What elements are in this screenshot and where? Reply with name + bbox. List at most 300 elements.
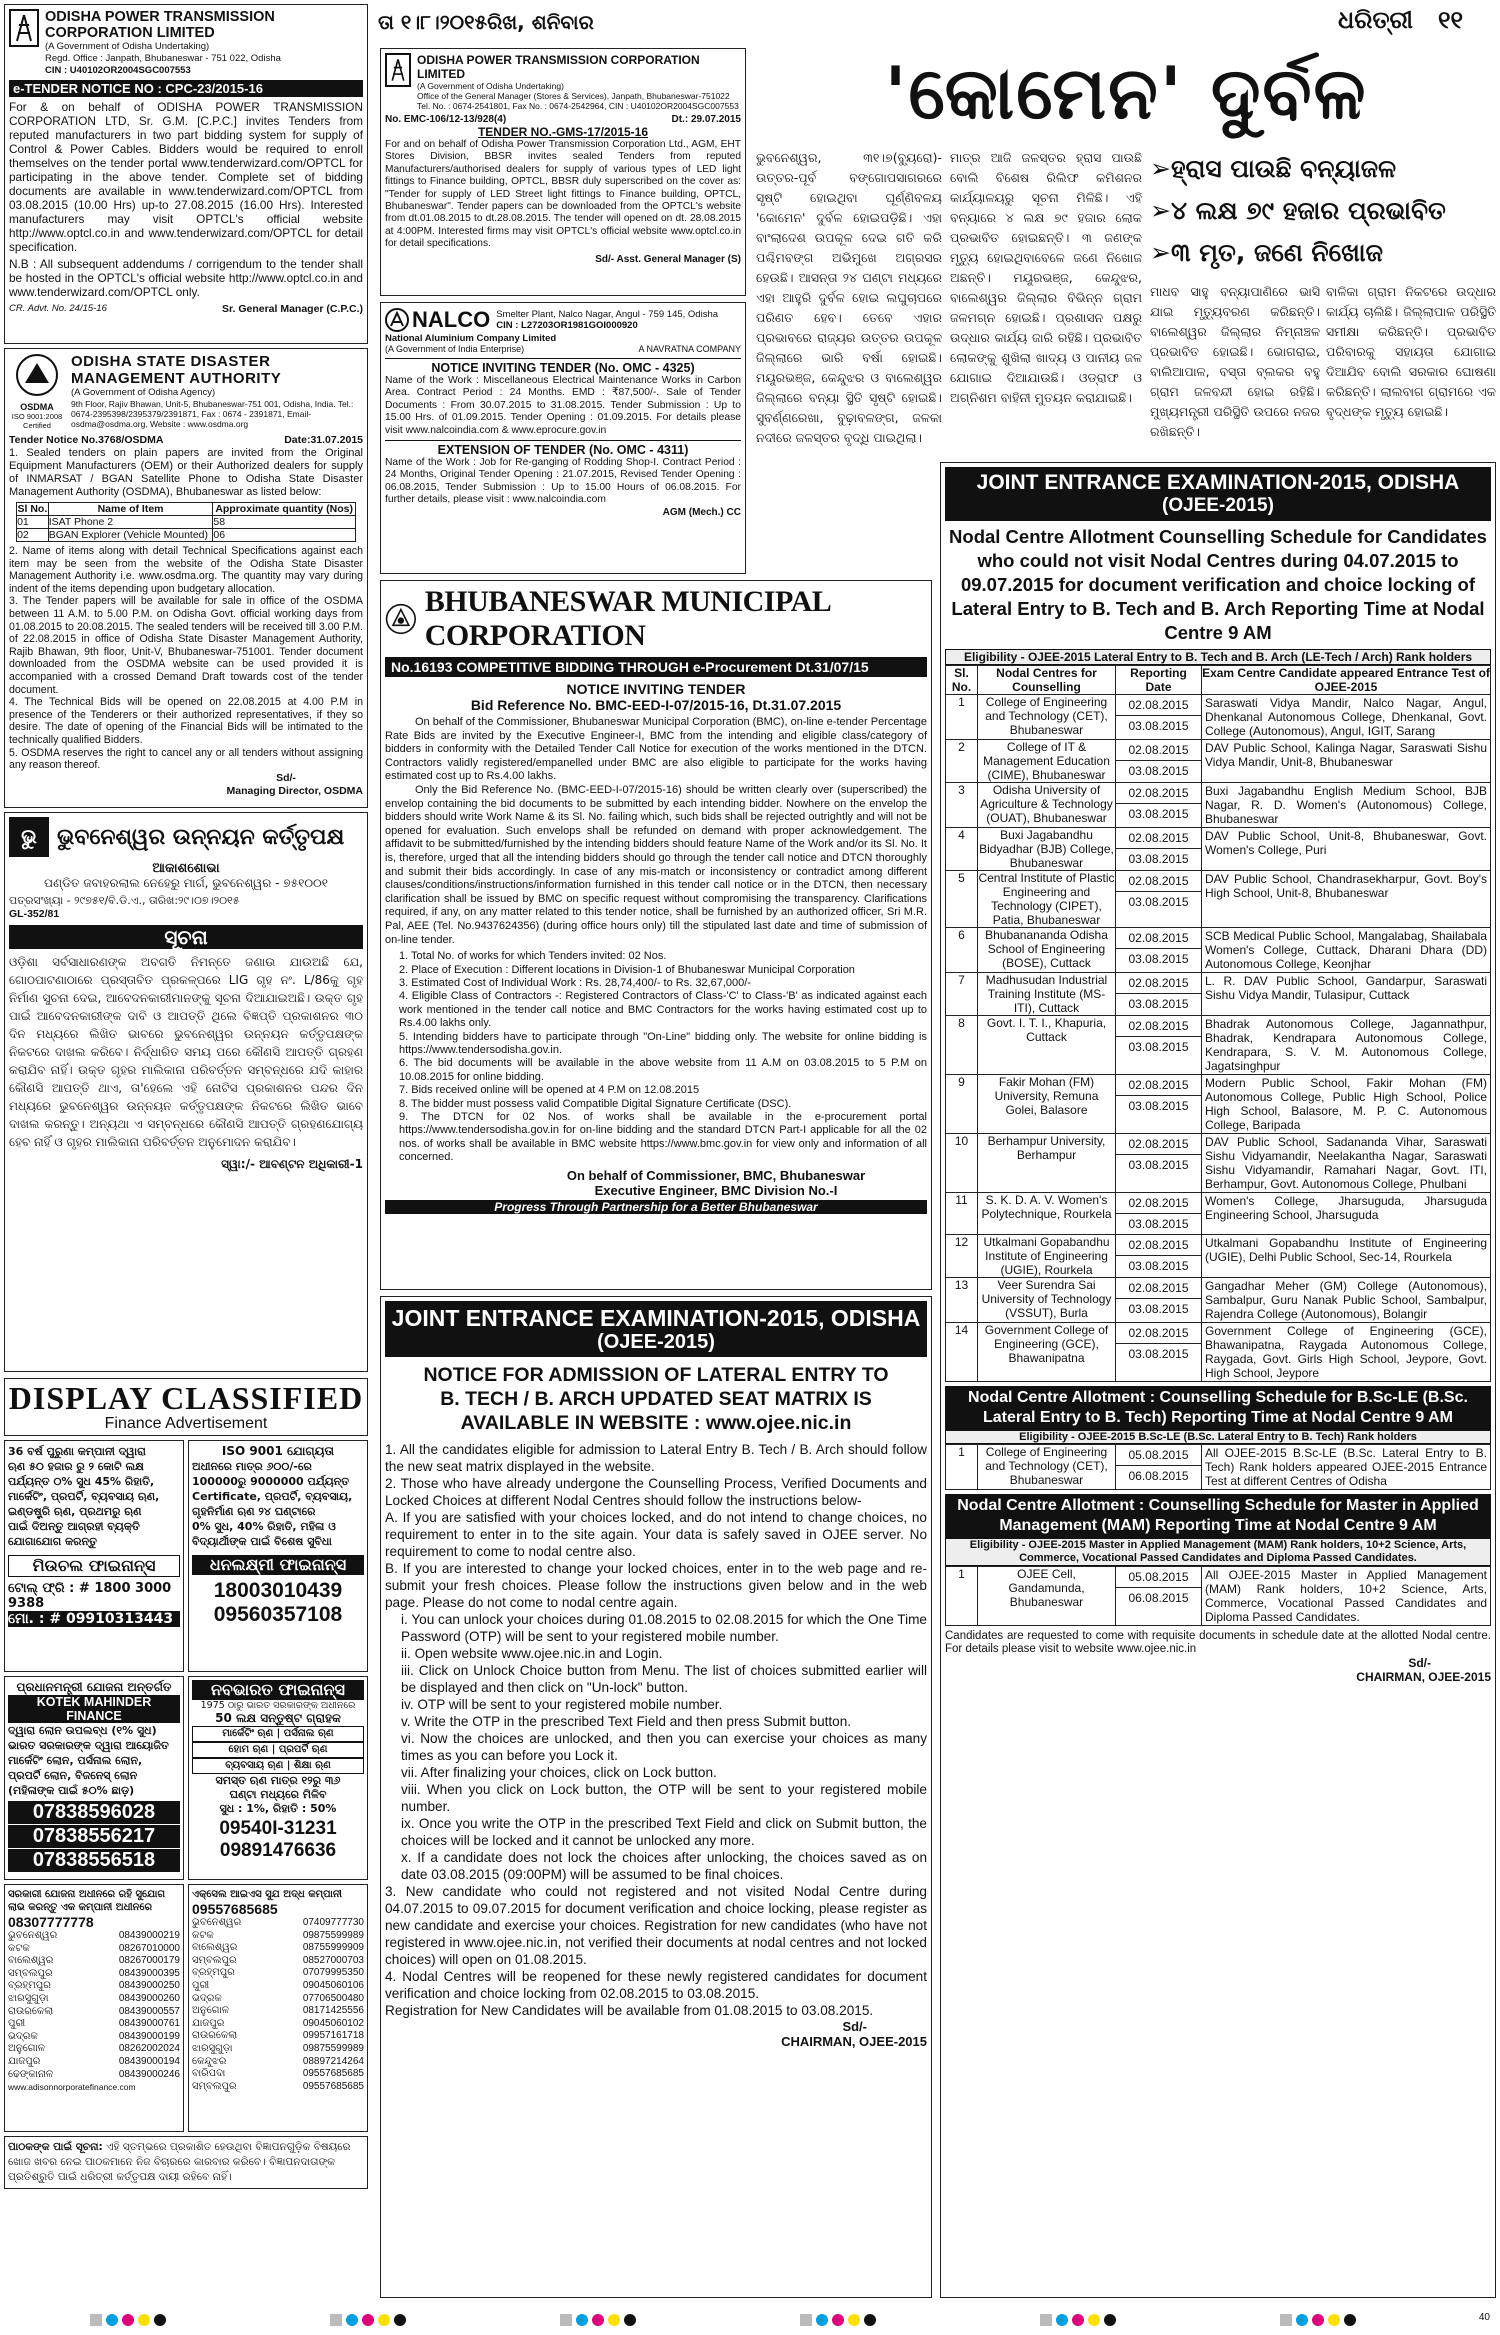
osdma-tn: Tender Notice No.3768/OSDMA bbox=[9, 434, 164, 446]
reporting-date: 03.08.2015 bbox=[1128, 952, 1189, 966]
color-swatch bbox=[1344, 2314, 1356, 2326]
ojee-mid-subitem: i. You can unlock your choices during 01.08.2015 to 02.08.2015 for which the One Time Password (OTP) will be sent to your registered mobile number. bbox=[401, 1612, 927, 1644]
ojee-bsc-heading: Nodal Centre Allotment : Counselling Schedule for B.Sc-LE (B.Sc. Lateral Entry to B. Tech) Reporting Time at Nodal Centre 9 AM bbox=[945, 1386, 1491, 1430]
table-row bbox=[946, 1134, 1491, 1193]
ad-line: ମାର୍କେଟିଂ ଋଣ | ପର୍ସନାଲ ଋଣ bbox=[192, 1726, 364, 1742]
table-row bbox=[946, 1567, 1491, 1626]
table-cell: 02 bbox=[17, 529, 49, 542]
ojee-mid-item: A. If you are satisfied with your choices locked, and do not intend to change choices, no requirement to enter in to the site again. Your data is safely saved in OJEE server. No requirement to come to nodal centre also. bbox=[385, 1510, 927, 1559]
ad-line: ଦ୍ୱାରା ଲୋନ ଉପଲବ୍ଧ (୧% ସୁଧ) bbox=[8, 1724, 157, 1737]
ojee-mid-subitem: vi. Now the choices are unlocked, and then you can exercise your choices as many times as you can before you Lock it. bbox=[401, 1731, 927, 1763]
bda-title: ଭୁବନେଶ୍ୱର ଉନ୍ନୟନ କର୍ତ୍ତୃପକ୍ଷ bbox=[57, 824, 345, 850]
cell-nodal: Odisha University of Agriculture & Technology (OUAT), Bhubaneswar bbox=[978, 783, 1116, 828]
ad-phone: 18003010439 bbox=[213, 1579, 343, 1602]
city-phone: 09045060106 bbox=[302, 1979, 364, 1991]
city-phone: 08755999909 bbox=[302, 1942, 364, 1954]
ad-phone: 09557685685 bbox=[192, 1901, 278, 1917]
cell-dates bbox=[1116, 1193, 1202, 1235]
color-swatch bbox=[848, 2314, 860, 2326]
bmc-item: 7. Bids received online will be opened at 4 P.M on 12.08.2015 bbox=[399, 1084, 700, 1097]
optcl-etender-ad bbox=[4, 4, 368, 344]
city-phone: 07706500480 bbox=[302, 1992, 364, 2004]
ad-name: ମିଉଚଲ ଫାଇନାନ୍ସ bbox=[8, 1555, 180, 1577]
cell-sl: 1 bbox=[946, 1445, 978, 1490]
table-row bbox=[946, 783, 1491, 828]
ad-phone: 07838596028 bbox=[8, 1801, 180, 1824]
city-row bbox=[8, 1968, 180, 1981]
optcl-logo-icon bbox=[385, 53, 411, 87]
ojee-right-title2: (OJEE-2015) bbox=[1162, 495, 1274, 516]
reporting-date: 03.08.2015 bbox=[1128, 895, 1189, 909]
color-swatch bbox=[346, 2314, 358, 2326]
osdma-item: 2. Name of items along with detail Technical Specifications against each item may be seen from the website of the Odisha State Disaster Management Authority i.e. www.osdma.org. The quantity may vary during indent of the items depending upon budgetary allocation. bbox=[9, 545, 363, 595]
classified-title: DISPLAY CLASSIFIED bbox=[8, 1380, 364, 1416]
reader-notice bbox=[4, 2136, 368, 2189]
ojee-eligibility-3: Eligibility - OJEE-2015 Master in Applied Management (MAM) Rank holders, 10+2 Science, Arts, Commerce, Vocational Passed Candidates and Diploma Passed Candidates. bbox=[945, 1538, 1491, 1566]
city-phone: 08439000395 bbox=[118, 1967, 180, 1979]
color-swatch bbox=[1280, 2314, 1292, 2326]
cell-nodal: College of IT & Management Education (CIME), Bhubaneswar bbox=[978, 740, 1116, 783]
ojee-mid-title: JOINT ENTRANCE EXAMINATION-2015, ODISHA bbox=[391, 1305, 921, 1331]
city-name: ଭଦ୍ରକ bbox=[8, 2030, 38, 2042]
optcl-sub2: Regd. Office : Janpath, Bhubaneswar - 751 022, Odisha bbox=[45, 53, 281, 64]
city-phone: 07079995350 bbox=[302, 1967, 364, 1979]
city-row bbox=[192, 2056, 364, 2069]
city-name: ସମ୍ବଲପୁର bbox=[192, 1954, 237, 1966]
optcl-notice-no: e-TENDER NOTICE NO : CPC-23/2015-16 bbox=[9, 80, 363, 97]
reporting-date: 03.08.2015 bbox=[1128, 1099, 1189, 1113]
reporting-date: 02.08.2015 bbox=[1116, 828, 1201, 849]
city-row bbox=[8, 2018, 180, 2031]
ojee-mid-items2 bbox=[385, 1883, 927, 2019]
cell-dates bbox=[1116, 1567, 1202, 1626]
city-row bbox=[8, 2006, 180, 2019]
cell-exam-centre: Buxi Jagabandhu English Medium School, BJB Nagar, R. D. Women's (Autonomous) College, Bhubaneswar bbox=[1202, 783, 1491, 828]
reporting-date: 02.08.2015 bbox=[1116, 1323, 1201, 1344]
bmc-sign2: Executive Engineer, BMC Division No.-I bbox=[594, 1182, 838, 1198]
reporting-date: 05.08.2015 bbox=[1116, 1567, 1201, 1588]
city-row bbox=[8, 1980, 180, 1993]
ojee-mid-item: 2. Those who have already undergone the Counselling Process, Verified Documents and Locked Choices at different Nodal Centres should follow the instructions below- bbox=[385, 1476, 927, 1508]
cell-dates bbox=[1116, 1134, 1202, 1193]
ad-line: ଅଧୀନରେ ମାତ୍ର ୬୦୦/-ରେ bbox=[192, 1460, 312, 1473]
city-phone: 08439000250 bbox=[118, 1980, 180, 1992]
color-swatch bbox=[122, 2314, 134, 2326]
city-phone: 08439000246 bbox=[118, 2068, 180, 2080]
ad-name: ଧନଲକ୍ଷ୍ମୀ ଫାଇନାନ୍ସ bbox=[192, 1555, 364, 1575]
color-swatch bbox=[1072, 2314, 1084, 2326]
ojee-table-body bbox=[946, 695, 1491, 1382]
reporting-date: 03.08.2015 bbox=[1128, 1347, 1189, 1361]
ad-phone: 07838556518 bbox=[8, 1849, 180, 1872]
arrow-icon: ➢ bbox=[1150, 154, 1171, 183]
cell-nodal: Berhampur University, Berhampur bbox=[978, 1134, 1116, 1193]
reporting-date: 02.08.2015 bbox=[1116, 871, 1201, 892]
color-swatch bbox=[362, 2314, 374, 2326]
cell-dates bbox=[1116, 695, 1202, 740]
city-row bbox=[192, 2068, 364, 2081]
optcl-org: ODISHA POWER TRANSMISSION CORPORATION LIMITED bbox=[45, 9, 275, 41]
cell-sl: 1 bbox=[946, 695, 978, 740]
optcl-sub1: (A Government of Odisha Undertaking) bbox=[45, 41, 210, 52]
city-phone: 08897214264 bbox=[302, 2055, 364, 2067]
classified-ad-dhanlaxmi bbox=[188, 1440, 368, 1672]
optcl2-body: For and on behalf of Odisha Power Transmission Corporation Ltd., AGM, EHT Stores Division, BBSR invites sealed Tenders from reputed Manufacturers/authorised dealers for supply of various types of LED light fittings to Finance building, OPTCL, BBSR duly superscribed on the cover as: "Tender for supply of LED Street light fittings to Finance building, OPTCL, Bhubaneswar". Tender papers can be downloaded from the OPTCL's website from dt.01.08.2015 to dt.28.08.2015. The tender will opened on dt. 28.08.2015 at 4:00PM. Interested firms may visit OPTCL's official website www.optcl.co.in for detail specifications. bbox=[385, 139, 741, 250]
reporting-date: 02.08.2015 bbox=[1116, 1278, 1201, 1299]
city-row bbox=[8, 2043, 180, 2056]
cell-sl: 10 bbox=[946, 1134, 978, 1193]
optcl-logo-icon bbox=[9, 9, 39, 47]
ad-phone: ମୋ. : # 09910313443 bbox=[8, 1611, 180, 1627]
cell-exam-centre: Government College of Engineering (GCE), Bhawanipatna, Raygada Autonomous College, Raygada, Govt. Girls High School, Jeypore, Govt. High School, Jeypore bbox=[1202, 1323, 1491, 1382]
osdma-short: OSDMA bbox=[20, 402, 54, 412]
ad-line: ହୋମ ଋଣ | ପ୍ରପର୍ଟି ଋଣ bbox=[192, 1742, 364, 1758]
ad-line: ବିଦ୍ୟାର୍ଥୀଙ୍କ ପାଇଁ ବିଶେଷ ସୁବିଧା bbox=[192, 1535, 332, 1548]
ojee-mid-item: 1. All the candidates eligible for admission to Lateral Entry B. Tech / B. Arch should follow the new seat matrix displayed in the website. bbox=[385, 1442, 927, 1474]
table-row bbox=[946, 1323, 1491, 1382]
osdma-sub: (A Government of Odisha Agency) bbox=[71, 387, 216, 398]
reporting-date: 03.08.2015 bbox=[1128, 1040, 1189, 1054]
ad-line: ପ୍ରପର୍ଟି ଲୋନ, ବିଜନେସ୍ ଲୋନ bbox=[8, 1769, 138, 1782]
nalco-full: National Aluminium Company Limited bbox=[385, 333, 557, 344]
city-name: ଭୁବନେଶ୍ୱର bbox=[192, 1917, 242, 1928]
story-col-1: ଭୁବନେଶ୍ୱର, ୩୧।୭(ବ୍ୟୁରୋ)- ଉତ୍ତର-ପୂର୍ବ ବଙ୍ଗୋପସାଗରରେ ସୃଷ୍ଟି ହୋଇଥିବା ଘୂର୍ଣ୍ଣିବଳୟ 'କୋମେନ' ଦୁର୍ବଳ ହୋଇପଡ଼ିଛି। ଏହା ବାଂଲାଦେଶ ଉପକୂଳ ଦେଇ ଗତି କରି ପଶ୍ଚିମବଙ୍ଗ ଅଭିମୁଖେ ଅଗ୍ରସର ହେଉଛି। ଆସନ୍ତା ୨୪ ଘଣ୍ଟା ମଧ୍ୟରେ ଏହା ଆହୁରି ଦୁର୍ବଳ ହୋଇ ଲଘୁଚାପରେ ପରିଣତ ହେବ। ତେବେ ଏହାର ପ୍ରଭାବରେ ରାଜ୍ୟର ଉତ୍ତର ଉପକୂଳ ଜିଲ୍ଲାରେ ଭାରି ବର୍ଷା ହୋଇଛି। ମୟୂରଭଞ୍ଜ, କେନ୍ଦୁଝର ଓ ବାଲେଶ୍ୱର ଜିଲ୍ଲାରେ ବନ୍ୟା ସ୍ଥିତି ସୃଷ୍ଟି ହୋଇଛି। ସୁବର୍ଣ୍ଣରେଖା, ବୁଢ଼ାବଳଙ୍ଗ, ଜଳକା ନଦୀରେ ଜଳସ୍ତର ବୃଦ୍ଧି ପାଇଥିଲା। bbox=[756, 150, 942, 445]
osdma-sign1: Sd/- bbox=[276, 771, 296, 784]
cell-nodal: College of Engineering and Technology (CET), Bhubaneswar bbox=[978, 695, 1116, 740]
color-swatch bbox=[608, 2314, 620, 2326]
ojee-mid-h3: AVAILABLE IN WEBSITE : www.ojee.nic.in bbox=[460, 1412, 852, 1434]
city-row bbox=[192, 1980, 364, 1993]
city-name: ଢେଙ୍କାନାଳ bbox=[8, 2068, 54, 2080]
city-name: ବ୍ରହ୍ମପୁର bbox=[8, 1980, 51, 1992]
city-phone: 08439000194 bbox=[118, 2055, 180, 2067]
ojee-eligibility-1: Eligibility - OJEE-2015 Lateral Entry to B. Tech and B. Arch (LE-Tech / Arch) Rank holders bbox=[945, 649, 1491, 665]
cell-sl: 5 bbox=[946, 871, 978, 928]
city-name: ବାରିପଦା bbox=[192, 2068, 226, 2080]
city-row bbox=[192, 2018, 364, 2031]
city-phone: 08439000761 bbox=[118, 2018, 180, 2030]
osdma-p1: 1. Sealed tenders on plain papers are invited from the Original Equipment Manufacturers (OEM) or their Authorized dealers for supply of INMARSAT / BGAN Satellite Phone to Odisha State Disaster Management Authority (OSDMA), Bhubaneswar as listed below: bbox=[9, 447, 363, 498]
ad-line: ବ୍ୟବସାୟ ଋଣ | ଶିକ୍ଷା ଋଣ bbox=[192, 1758, 364, 1774]
footer-number: 40 bbox=[1478, 2312, 1490, 2323]
reader-text: ଏହି ସ୍ତମ୍ଭରେ ପ୍ରକାଶିତ ହେଉଥିବା ବିଜ୍ଞାପନଗୁଡ଼ିକ ବିଷୟରେ ଖୋଜ ଖବର ନେଇ ପାଠକମାନେ ନିଜ ବିଚାରରେ କାରବାର କରିବେ। ବିଜ୍ଞାପନଦାତାଙ୍କ ପ୍ରତିଶ୍ରୁତି ପାଇଁ ଧରିତ୍ରୀ କର୍ତ୍ତୃପକ୍ଷ ଦାୟୀ ରହିବେ ନାହିଁ। bbox=[8, 2141, 351, 2183]
city-name: ଅନୁଗୋଳ bbox=[192, 2005, 229, 2017]
city-row bbox=[192, 1917, 364, 1930]
ad-phone: 08307777778 bbox=[8, 1914, 94, 1930]
bmc-item: 5. Intending bidders have to participate through "On-Line" bidding only. The website for online bidding is https://www.tendersodisha.gov.in. bbox=[399, 1030, 927, 1056]
cell-exam-centre: Bhadrak Autonomous College, Jagannathpur, Bhadrak, Kendrapara Autonomous College, Kendrapara, S. V. M. Autonomous College, Jagatsinghpur bbox=[1202, 1016, 1491, 1075]
cell-exam-centre: All OJEE-2015 B.Sc-LE (B.Sc. Lateral Entry to B. Tech) Rank holders appeared OJEE-2015 Entrance Test at different Centres of Odisha bbox=[1202, 1445, 1491, 1490]
cell-sl: 14 bbox=[946, 1323, 978, 1382]
city-row bbox=[8, 2031, 180, 2044]
bmc-title: BHUBANESWAR MUNICIPAL CORPORATION bbox=[424, 585, 830, 652]
ojee-mid-item: 4. Nodal Centres will be reopened for these newly registered candidates for document verification and choice locking from 02.08.2015 to 03.08.2015. bbox=[385, 1969, 927, 2001]
cell-sl: 9 bbox=[946, 1075, 978, 1134]
city-phone: 09875599989 bbox=[302, 1929, 364, 1941]
color-swatch bbox=[90, 2314, 102, 2326]
city-phone: 09557685685 bbox=[302, 2080, 364, 2092]
ad-line: ମାର୍କେଟିଂ ଲୋନ, ପର୍ସନାଲ ଲୋନ, bbox=[8, 1754, 143, 1767]
color-swatch bbox=[106, 2314, 118, 2326]
city-row bbox=[192, 2030, 364, 2043]
cell-nodal: Govt. I. T. I., Khapuria, Cuttack bbox=[978, 1016, 1116, 1075]
cell-dates bbox=[1116, 1278, 1202, 1323]
optcl-sign: Sr. General Manager (C.P.C.) bbox=[221, 303, 363, 315]
display-classified-section bbox=[4, 1378, 368, 2306]
cell-nodal: Buxi Jagabandhu Bidyadhar (BJB) College, Bhubaneswar bbox=[979, 828, 1114, 870]
cell-sl: 2 bbox=[946, 740, 978, 783]
cell-dates bbox=[1116, 783, 1202, 828]
reporting-date: 03.08.2015 bbox=[1128, 1259, 1189, 1273]
cell-dates bbox=[1116, 1075, 1202, 1134]
table-row bbox=[946, 695, 1491, 740]
bmc-item: 3. Estimated Cost of Individual Work : Rs. 28,74,400/- to Rs. 32,67,000/- bbox=[399, 976, 751, 989]
color-swatch bbox=[560, 2314, 572, 2326]
city-row bbox=[192, 2081, 364, 2094]
table-row bbox=[946, 1445, 1491, 1490]
table-row bbox=[946, 871, 1491, 928]
osdma-item: 5. OSDMA reserves the right to cancel any or all tenders without assigning any reason thereof. bbox=[9, 746, 363, 772]
bullet-3: ୩ ମୃତ, ଜଣେ ନିଖୋଜ bbox=[1170, 238, 1383, 267]
reporting-date: 03.08.2015 bbox=[1128, 764, 1189, 778]
table-cell: 06 bbox=[213, 529, 356, 542]
optcl2-sub1: (A Government of Odisha Undertaking) bbox=[417, 81, 564, 91]
cell-sl: 13 bbox=[946, 1278, 978, 1323]
ad-line: ମାର୍କେଟିଂ, ପ୍ରପର୍ଟି, ବ୍ୟବସାୟ ଋଣ, bbox=[8, 1490, 160, 1503]
ojee-mid-subitem: viii. When you click on Lock button, the OTP will be sent to your registered mobile number. bbox=[401, 1782, 927, 1814]
ad-head: ISO 9001 ଯୋଗ୍ୟତା bbox=[221, 1444, 335, 1458]
bda-suchana: ସୂଚନା bbox=[9, 925, 363, 949]
city-row bbox=[8, 1955, 180, 1968]
ad-name: KOTEK MAHINDER FINANCE bbox=[8, 1695, 180, 1723]
bda-ref: ପତ୍ରସଂଖ୍ୟା - ୨୯୭୫୧/ବି.ଡି.ଏ., ତାରିଖ:୨୯।୦୭।୨୦୧୫ bbox=[9, 894, 240, 907]
city-row bbox=[192, 1942, 364, 1955]
color-swatch bbox=[1088, 2314, 1100, 2326]
nalco-tender-ad bbox=[380, 302, 746, 574]
reporting-date: 02.08.2015 bbox=[1116, 1016, 1201, 1037]
reporting-date: 02.08.2015 bbox=[1116, 928, 1201, 949]
ojee-mid-h2: B. TECH / B. ARCH UPDATED SEAT MATRIX IS bbox=[440, 1388, 872, 1410]
city-name: ସମ୍ବଲପୁର bbox=[8, 1967, 53, 1979]
reporting-date: 05.08.2015 bbox=[1116, 1445, 1201, 1466]
color-swatch bbox=[1328, 2314, 1340, 2326]
city-name: ପୁରୀ bbox=[8, 2018, 26, 2030]
color-swatch bbox=[1104, 2314, 1116, 2326]
ad-web: www.adisonnorporatefinance.com bbox=[8, 2082, 136, 2093]
ojee-mid-subitems bbox=[385, 1611, 927, 1883]
ojee-mid-item: B. If you are interested to change your locked choices, enter in to the web page and re-submit your fresh choices. Please follow the instructions given below and in the web page. Please do not come to nodal centre again. bbox=[385, 1561, 927, 1610]
city-name: ରାଉରକେଲା bbox=[192, 2030, 238, 2042]
nalco-gov: (A Government of India Enterprise) bbox=[385, 344, 525, 354]
optcl2-sub3: Tel. No. : 0674-2541801, Fax No. : 0674-2542964, CIN : U40102OR2004SGC007553 bbox=[417, 101, 739, 111]
table-row bbox=[946, 1193, 1491, 1235]
ad-line: 0% ସୁଧ, 40% ରିହାତି, ମହିଳା ଓ bbox=[192, 1520, 336, 1533]
color-swatch bbox=[378, 2314, 390, 2326]
ojee-mam-heading: Nodal Centre Allotment : Counselling Schedule for Master in Applied Management (MAM) Reporting Time at Nodal Centre 9 AM bbox=[945, 1494, 1491, 1538]
cell-exam-centre: Gangadhar Meher (GM) College (Autonomous), Sambalpur, Guru Nanak Public School, Sambalpur, Rajendra College (Autonomous), Bolangir bbox=[1202, 1278, 1491, 1323]
osdma-addr: 9th Floor, Rajiv Bhawan, Unit-5, Bhubaneswar-751 001, Odisha, India. Tel.: 0674-2395398/2395379/2391871, Fax : 0674 - 2391871, Email-osdma@osdma.org, Website : www.osdma.org bbox=[71, 399, 354, 429]
ojee-mid-h1: NOTICE FOR ADMISSION OF LATERAL ENTRY TO bbox=[423, 1364, 889, 1386]
bda-logo-icon: ଭୁ bbox=[9, 817, 49, 857]
optcl-cin: CIN : U40102OR2004SGC007553 bbox=[45, 65, 191, 76]
reporting-date: 03.08.2015 bbox=[1128, 852, 1189, 866]
reporting-date: 02.08.2015 bbox=[1116, 1193, 1201, 1214]
bmc-nit: NOTICE INVITING TENDER bbox=[566, 681, 746, 697]
story-col-3: ମାଧବ ସାହୁ ବନ୍ୟାପାଣିରେ ଭାସି ଯାଇ ମୃତ୍ୟୁବରଣ କରିଛନ୍ତି। ବାଲେଶ୍ୱର ଜିଲ୍ଲାର ନିମ୍ନାଞ୍ଚଳ ପ୍ରଭାବିତ ହୋଇଛି। ଭୋଗରାଇ, ବାଲିଆପାଳ, ବସ୍ତା ବ୍ଲକର ବହୁ ଗ୍ରାମ ଜଳବନ୍ଦୀ ହୋଇ ରହିଛି। ମୁଖ୍ୟମନ୍ତ୍ରୀ ପରିସ୍ଥିତି ଉପରେ ନଜର ରଖିଛନ୍ତି। bbox=[1150, 284, 1320, 439]
ojee-bsc-table bbox=[945, 1444, 1491, 1490]
reporting-date: 02.08.2015 bbox=[1116, 740, 1201, 761]
reporting-date: 03.08.2015 bbox=[1128, 1302, 1189, 1316]
cell-nodal: OJEE Cell, Gandamunda, Bhubaneswar bbox=[978, 1567, 1116, 1626]
ad-line: ଯୋଗାଯୋଗ କରନ୍ତୁ bbox=[8, 1535, 97, 1548]
cell-dates bbox=[1116, 973, 1202, 1016]
color-swatch bbox=[832, 2314, 844, 2326]
arrow-icon: ➢ bbox=[1150, 238, 1171, 267]
th-date: Reporting Date bbox=[1116, 666, 1202, 695]
nalco-addr: Smelter Plant, Nalco Nagar, Angul - 759 145, Odisha bbox=[496, 309, 719, 320]
cell-exam-centre: DAV Public School, Sadananda Vihar, Saraswati Sishu Vidyamandir, Neelakantha Nagar, Saraswati Sishu Vidyamandir, Ramahari Nagar, Govt. ITI, Berhampur, Govt. Autonomous College, Phulbani bbox=[1202, 1134, 1491, 1193]
nalco-n2-title: EXTENSION OF TENDER (No. OMC - 4311) bbox=[385, 440, 741, 457]
reporting-date: 03.08.2015 bbox=[1128, 1158, 1189, 1172]
city-name: ଭୁବନେଶ୍ୱର bbox=[8, 1930, 58, 1941]
city-name: ପୁରୀ bbox=[192, 1979, 210, 1991]
city-row bbox=[8, 2069, 180, 2082]
ad-city-list bbox=[8, 1930, 180, 2081]
ojee-mam-table bbox=[945, 1566, 1491, 1626]
ojee-mid-item: 3. New candidate who could not registered and not visited Nodal Centre during 04.07.2015 to 09.07.2015 for document verification and choice locking, please register as new candidate and exercise your choices. Registration for new candidates (who have not registered in www.ojee.nic.in, not verified their documents at nodal centres and not locked choices) will open on 01.08.2015. bbox=[385, 1884, 927, 1967]
story-col-4: ବାଳିକା ଗ୍ରାମ ନିକଟରେ ଉଦ୍ଧାର କାର୍ଯ୍ୟ ଚାଲିଛି। ଜିଲ୍ଲାପାଳ ପରିସ୍ଥିତି ସମୀକ୍ଷା କରିଛନ୍ତି। ପ୍ରଭାବିତ ପରିବାରକୁ ସହାୟତା ଯୋଗାଇ ଦିଆଯିବ ବୋଲି ସରକାର ଘୋଷଣା କରିଛନ୍ତି। ଲାଲବାଗ ଗ୍ରାମରେ ଏକ ବୃଦ୍ଧଙ୍କ ମୃତ୍ୟୁ ହୋଇଛି। bbox=[1326, 284, 1496, 419]
reporting-date: 02.08.2015 bbox=[1116, 973, 1201, 994]
classified-sub: Finance Advertisement bbox=[104, 1415, 268, 1432]
ad-city-list bbox=[192, 1917, 364, 2093]
nalco-n1-title: NOTICE INVITING TENDER (No. OMC - 4325) bbox=[385, 358, 741, 375]
reporting-date: 03.08.2015 bbox=[1128, 807, 1189, 821]
ojee-mid-subitem: x. If a candidate does not lock the choices after unlocking, the choices saved as on date 03.08.2015 (09:00PM) will be assumed to be final choices. bbox=[401, 1850, 927, 1882]
bmc-sign1: On behalf of Commissioner, BMC, Bhubaneswar bbox=[566, 1167, 866, 1183]
cell-dates bbox=[1116, 1016, 1202, 1075]
city-name: କଟକ bbox=[8, 1942, 30, 1954]
ojee-mid-subitem: iii. Click on Unlock Choice button from Menu. The list of choices submitted earlier will be displayed and then click on "Un-lock" button. bbox=[401, 1663, 927, 1695]
ojee-mid-sign1: Sd/- bbox=[842, 2019, 867, 2034]
cell-exam-centre: Modern Public School, Fakir Mohan (FM) Autonomous College, Public High School, Police High School, Balasore, M. P. C. Autonomous College, Baripada bbox=[1202, 1075, 1491, 1134]
reporting-date: 02.08.2015 bbox=[1116, 1075, 1201, 1096]
city-row bbox=[192, 2043, 364, 2056]
city-name: ବାଲେଶ୍ୱର bbox=[192, 1942, 238, 1954]
reader-title: ପାଠକଙ୍କ ପାଇଁ ସୂଚନା: bbox=[8, 2141, 103, 2153]
cell-nodal: Bhubanananda Odisha School of Engineering (BOSE), Cuttack bbox=[978, 928, 1116, 973]
cell-nodal: Fakir Mohan (FM) University, Remuna Golei, Balasore bbox=[978, 1075, 1116, 1134]
bmc-emblem-icon bbox=[385, 599, 417, 639]
table-row bbox=[946, 973, 1491, 1016]
osdma-sign2: Managing Director, OSDMA bbox=[226, 784, 363, 797]
ad-line: ଋଣ ୫୦ ହଜାର ରୁ ୨ କୋଟି ଲକ୍ଷ bbox=[8, 1460, 144, 1473]
ad-phone: 09540I-31231 bbox=[219, 1818, 337, 1839]
ad-head: ପ୍ରଧାନମନ୍ତ୍ରୀ ଯୋଜନା ଅନ୍ତର୍ଗତ bbox=[16, 1680, 172, 1694]
ojee-mid-items bbox=[385, 1441, 927, 1611]
city-row bbox=[192, 1955, 364, 1968]
reporting-date: 02.08.2015 bbox=[1116, 1235, 1201, 1256]
ad-line: Certificate, ପ୍ରପର୍ଟି, ବ୍ୟବସାୟ, bbox=[192, 1490, 353, 1503]
cell-nodal: College of Engineering and Technology (CET), Bhubaneswar bbox=[978, 1445, 1116, 1490]
ojee-mid-subitem: vii. After finalizing your choices, click on Lock button. bbox=[401, 1765, 717, 1780]
reporting-date: 03.08.2015 bbox=[1128, 1217, 1189, 1231]
osdma-date: Date:31.07.2015 bbox=[284, 434, 363, 446]
nalco-emblem-icon bbox=[385, 308, 409, 332]
city-phone: 09045060102 bbox=[302, 2017, 364, 2029]
city-name: ଯାଜପୁର bbox=[192, 2017, 225, 2029]
color-swatch bbox=[576, 2314, 588, 2326]
bullet-2: ୪ ଲକ୍ଷ ୭୯ ହଜାର ପ୍ରଭାବିତ bbox=[1170, 196, 1446, 225]
cell-nodal: Central Institute of Plastic Engineering and Technology (CIPET), Patia, Bhubaneswar bbox=[978, 871, 1115, 927]
optcl-advt: CR. Advt. No. 24/15-16 bbox=[9, 303, 107, 314]
ojee-right-title: JOINT ENTRANCE EXAMINATION-2015, ODISHA bbox=[976, 471, 1460, 494]
th-exam-centre: Exam Centre Candidate appeared Entrance Test of OJEE-2015 bbox=[1202, 666, 1490, 694]
ad-line: ପାଇଁ ଦିଅନ୍ତୁ ଆଗ୍ରହୀ ବ୍ୟକ୍ତି bbox=[8, 1520, 140, 1533]
city-row bbox=[8, 1943, 180, 1956]
city-name: କଟକ bbox=[192, 1929, 214, 1941]
cell-nodal: Madhusudan Industrial Training Institute (MS-ITI), Cuttack bbox=[978, 973, 1116, 1016]
cell-nodal: Government College of Engineering (GCE), Bhawanipatna bbox=[978, 1323, 1116, 1382]
table-row bbox=[946, 828, 1491, 871]
nalco-tag: A NAVRATNA COMPANY bbox=[638, 344, 741, 354]
cell-sl: 8 bbox=[946, 1016, 978, 1075]
city-name: ଯାଜପୁର bbox=[8, 2055, 41, 2067]
city-phone: 08439000199 bbox=[118, 2030, 180, 2042]
table-cell: 01 bbox=[17, 516, 49, 529]
table-row bbox=[946, 1075, 1491, 1134]
arrow-icon: ➢ bbox=[1150, 196, 1171, 225]
ad-line: (ମହିଳାଙ୍କ ପାଇଁ ୫୦% ଛାଡ଼) bbox=[8, 1784, 135, 1797]
osdma-emblem-icon bbox=[15, 353, 59, 397]
optcl2-title: TENDER NO.-GMS-17/2015-16 bbox=[477, 125, 649, 139]
cell-exam-centre: All OJEE-2015 Master in Applied Management (MAM) Rank holders, 10+2 Science, Arts, Commerce, Vocational Passed Candidates and Diploma Passed Candidates. bbox=[1202, 1567, 1491, 1626]
bda-notice-ad bbox=[4, 812, 368, 1372]
city-row bbox=[8, 2056, 180, 2069]
osdma-org: ODISHA STATE DISASTER MANAGEMENT AUTHORITY bbox=[71, 353, 282, 387]
cell-dates bbox=[1116, 1235, 1202, 1278]
nalco-name: NALCO bbox=[412, 307, 491, 332]
cell-dates bbox=[1116, 740, 1202, 783]
nalco-sign: AGM (Mech.) CC bbox=[662, 506, 741, 518]
cell-dates bbox=[1116, 928, 1202, 973]
classified-ad-mutual bbox=[4, 1440, 184, 1672]
osdma-th-name: Name of Item bbox=[48, 503, 213, 516]
osdma-th-qty: Approximate quantity (Nos) bbox=[213, 503, 356, 516]
table-row bbox=[946, 1016, 1491, 1075]
city-phone: 08171425556 bbox=[302, 2005, 364, 2017]
cell-sl: 7 bbox=[946, 973, 978, 1016]
cell-exam-centre: DAV Public School, Kalinga Nagar, Saraswati Sishu Vidya Mandir, Unit-8, Bhubaneswar bbox=[1202, 740, 1491, 783]
ojee-mid-subitem: v. Write the OTP in the prescribed Text Field and then press Submit button. bbox=[401, 1714, 852, 1729]
bda-body: ଓଡ଼ିଶା ସର୍ବସାଧାରଣଙ୍କ ଅବଗତି ନିମନ୍ତେ ଜଣାଉ ଯାଉଅଛି ଯେ, ଗୋଠପାଟଣାଠାରେ ପ୍ରସ୍ତାବିତ ପ୍ରକଳ୍ପରେ LIG ଗୃହ ନଂ. L/86କୁ ଗୃହ ନିର୍ମାଣ ସୁଚନା ଦେଇ, ଆବେଦନକାରୀମାନଙ୍କୁ ସୂଚନା ଦିଆଯାଇଅଛି। ଉକ୍ତ ଗୃହ ପାଇଁ ଆବେଦନକାରୀଙ୍କ ଦାବି ଓ ଆପତ୍ତି ଥିଲେ ବିଜ୍ଞପ୍ତି ପ୍ରକାଶନର ୩୦ ଦିନ ମଧ୍ୟରେ ଲିଖିତ ଭାବରେ ଭୁବନେଶ୍ୱର ଉନ୍ନୟନ କର୍ତ୍ତୃପକ୍ଷଙ୍କ ନିକଟରେ ଦାଖଲ କରିବେ। ନିର୍ଦ୍ଧାରିତ ସମୟ ପରେ କୌଣସି ଆପତ୍ତି ଗ୍ରହଣ କରାଯିବ ନାହିଁ। ଉକ୍ତ ଗୃହର ମାଲିକାନା ପରିବର୍ତ୍ତନ ସମ୍ବନ୍ଧରେ ଯଦି କାହାର କୌଣସି ଆପତ୍ତି ଥାଏ, ତା'ହେଲେ ଏହି ନୋଟିସ ପ୍ରକାଶନର ପନ୍ଦର ଦିନ ମଧ୍ୟରେ ଭୁବନେଶ୍ୱର ଉନ୍ନୟନ କର୍ତ୍ତୃପକ୍ଷଙ୍କ ନିକଟରେ ଲିଖିତ ଭାବେ ଦାଖଲ କରନ୍ତୁ। ଅନ୍ୟଥା ଏ ସମ୍ବନ୍ଧରେ କୌଣସି ଆପତ୍ତି ଗ୍ରହଣଯୋଗ୍ୟ ହେବ ନାହିଁ ଓ ଗୃହର ମାଲିକାନା ପରିବର୍ତ୍ତନ ଅନୁମୋଦନ କରାଯିବ। bbox=[9, 955, 363, 1149]
story-col-2: ମାତ୍ର ଆଜି ଜଳସ୍ତର ହ୍ରାସ ପାଉଛି ବୋଲି ବିଶେଷ ରିଲିଫ କମିଶନର କାର୍ଯ୍ୟାଳୟରୁ ସୂଚନା ମିଳିଛି। ଏହି ବନ୍ୟାରେ ୪ ଲକ୍ଷ ୭୯ ହଜାର ଲୋକ ପ୍ରଭାବିତ ହୋଇଛନ୍ତି। ୩ ଜଣଙ୍କ ମୃତ୍ୟୁ ହୋଇଥିବାବେଳେ ଜଣେ ନିଖୋଜ ଅଛନ୍ତି। ମୟୂରଭଞ୍ଜ, କେନ୍ଦୁଝର, ବାଲେଶ୍ୱର ଜିଲ୍ଲାର ବିଭିନ୍ନ ଗ୍ରାମ ଜଳମଗ୍ନ ହୋଇଛି। ପ୍ରଶାସନ ପକ୍ଷରୁ ଉଦ୍ଧାର କାର୍ଯ୍ୟ ଜାରି ରହିଛି। ପ୍ରଭାବିତ ଲୋକଙ୍କୁ ଶୁଖିଲା ଖାଦ୍ୟ ଓ ପାନୀୟ ଜଳ ଯୋଗାଇ ଦିଆଯାଉଛି। ଓଡ୍ରାଫ ଓ ଅଗ୍ନିଶମ ବାହିନୀ ମୁତୟନ କରାଯାଇଛି। bbox=[950, 150, 1142, 405]
ad-line: ଇଣ୍ଡଷ୍ଟ୍ରି ଋଣ, ପ୍ରଥମରୁ ଋଣ bbox=[8, 1505, 142, 1518]
ad-line: 50 ଲକ୍ଷ ସନ୍ତୁଷ୍ଟ ଗ୍ରାହକ bbox=[215, 1711, 341, 1725]
reporting-date: 03.08.2015 bbox=[1128, 719, 1189, 733]
ojee-lateral-entry-ad bbox=[380, 1296, 932, 2298]
color-swatch bbox=[1296, 2314, 1308, 2326]
ad-phone: ଟୋଲ୍ ଫ୍ରି : # 1800 3000 9388 bbox=[8, 1581, 172, 1611]
ojee-mid-subitem: ix. Once you write the OTP in the prescribed Text Field and click on Submit button, the choices will be locked and it cannot be unlocked any more. bbox=[401, 1816, 927, 1848]
ojee-mid-sign2: CHAIRMAN, OJEE-2015 bbox=[781, 2034, 927, 2049]
ad-line: 100000ରୁ 9000000 ପର୍ଯ୍ୟନ୍ତ bbox=[192, 1475, 350, 1488]
city-row bbox=[192, 2005, 364, 2018]
cell-exam-centre: DAV Public School, Unit-8, Bhubaneswar, Govt. Women's College, Puri bbox=[1202, 828, 1491, 871]
ojee-right-sign1: Sd/- bbox=[1408, 1656, 1431, 1670]
osdma-item: 4. The Technical Bids will be opened on 22.08.2015 at 4.00 P.M in presence of the Tenderers or their authorized representatives, if they so desire. The date of opening of the Financial Bids will be intimated to the technically qualified Bidders. bbox=[9, 696, 363, 746]
city-name: ରାଉରକେଲା bbox=[8, 2005, 54, 2017]
city-name: ଝାରସୁଗୁଡ଼ା bbox=[8, 1992, 49, 2004]
